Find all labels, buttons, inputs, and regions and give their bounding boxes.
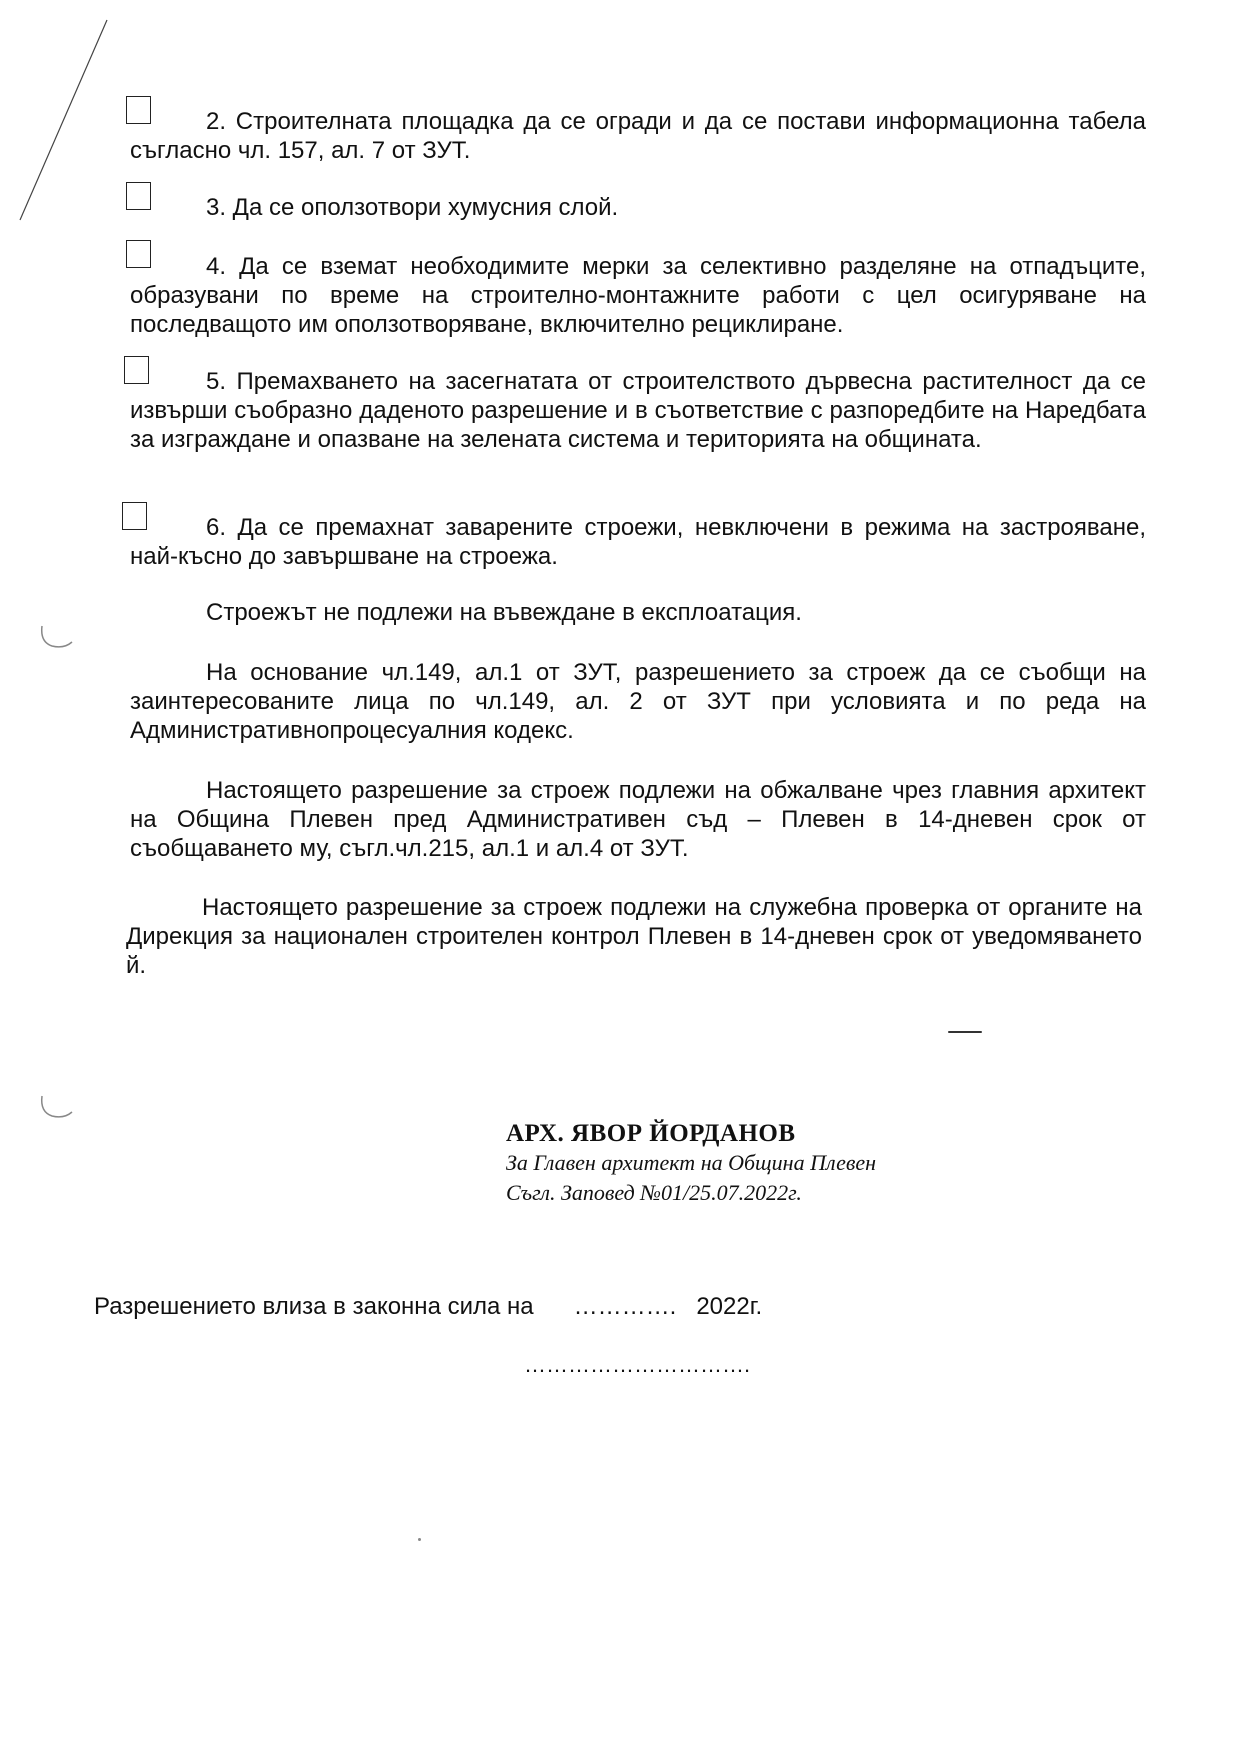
effective-date-label: Разрешението влиза в законна сила на [94,1293,534,1320]
scan-edge-line [0,0,140,240]
effective-date-line [94,1293,762,1321]
signatory-order: Съгл. Заповед №01/25.07.2022г. [506,1180,802,1205]
notification-paragraph: На основание чл.149, ал.1 от ЗУТ, разрешението за строеж да се съобщи на заинтересованите лица по чл.149, ал. 2 от ЗУТ при условията и по реда на Административнопроцесуалния кодекс. [130,659,1146,744]
appeal-paragraph: Настоящето разрешение за строеж подлежи на обжалване чрез главния архитект на Община Плевен пред Административен съд – Плевен в 14-дневен срок от съобщаването му, съгл.чл.215, ал.1 и ал.4 от ЗУТ. [130,777,1146,862]
signatory-role: За Главен архитект на Община Плевен [506,1150,877,1175]
not-subject-paragraph: Строежът не подлежи на въвеждане в експлоатация. [206,599,802,626]
signature-stroke [948,1031,982,1033]
signatory-name: АРХ. ЯВОР ЙОРДАНОВ [506,1120,796,1147]
effective-date-dots: …………. [573,1293,677,1320]
item-3-text: 3. Да се оползотвори хумусния слой. [206,194,619,221]
effective-date-year: 2022г. [696,1293,763,1320]
item-4-text: 4. Да се вземат необходимите мерки за селективно разделяне на отпадъците, образувани по време на строително-монтажните работи с цел осигуряване на последващото им оползотворяване, включително рециклиране. [130,253,1146,338]
signature-dots: …………………………. [524,1352,751,1377]
item-2-text: 2. Строителната площадка да се огради и да се постави информационна табела съгласно чл. 157, ал. 7 от ЗУТ. [130,108,1146,164]
scan-mark [34,1092,80,1126]
scan-speck [418,1538,421,1541]
item-6-text: 6. Да се премахнат заварените строежи, невключени в режима на застрояване, най-късно до завършване на строежа. [130,514,1146,570]
item-5-text: 5. Премахването на засегнатата от строителството дървесна растителност да се извърши съобразно даденото разрешение и в съответствие с разпоредбите на Наредбата за изграждане и опазване на зелената система и територията на общината. [130,368,1146,453]
scan-mark [34,622,80,656]
review-paragraph: Настоящето разрешение за строеж подлежи на служебна проверка от органите на Дирекция за национален строителен контрол Плевен в 14-дневен срок от уведомяването й. [126,894,1142,979]
